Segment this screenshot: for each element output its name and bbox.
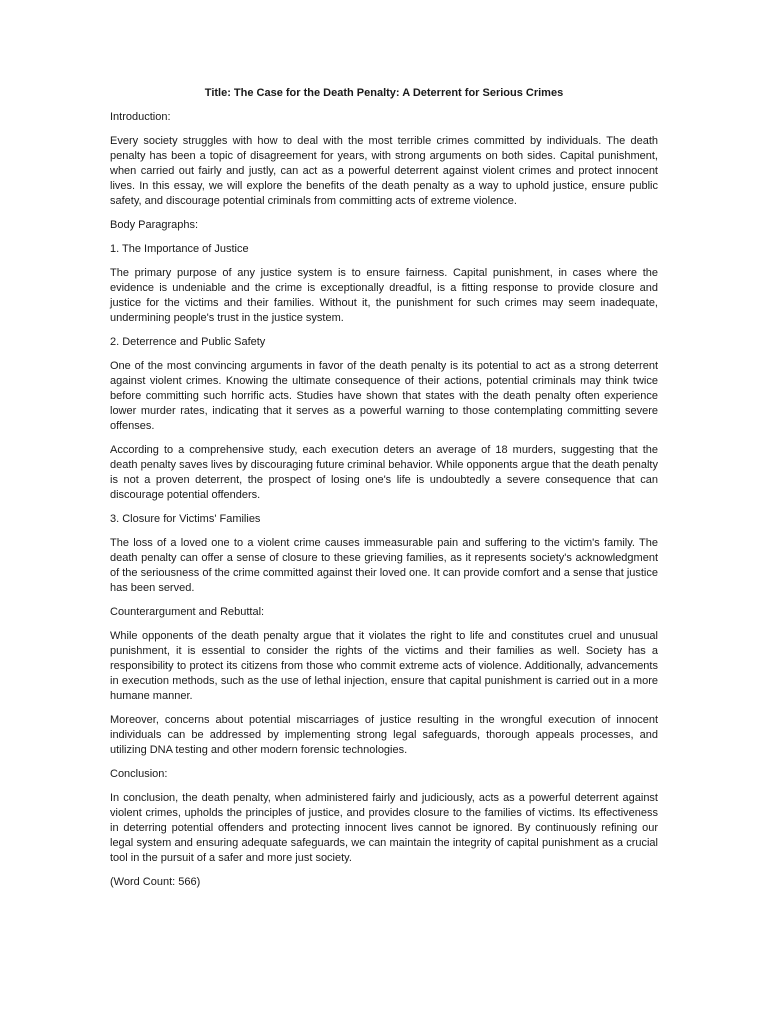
section2-paragraph-1: One of the most convincing arguments in favor of the death penalty is its potential to act as a strong deterrent against violent crimes. Knowing the ultimate consequence of their actions, potential criminals may think twice before committing such horrific acts. Studies have shown that states with the death penalty often experience lower murder rates, indicating that it serves as a powerful warning to those contemplating committing severe offenses. — [110, 360, 658, 432]
section1-heading: 1. The Importance of Justice — [110, 243, 249, 255]
section3-paragraph: The loss of a loved one to a violent crime causes immeasurable pain and suffering to the victim's family. The death penalty can offer a sense of closure to these grieving families, as it represents society's acknowledgment of the seriousness of the crime committed against their loved one. It can provide comfort and a sense that justice has been served. — [110, 537, 658, 594]
counter-paragraph-1: While opponents of the death penalty argue that it violates the right to life and constitutes cruel and unusual punishment, it is essential to consider the rights of the victims and their families as well. Society has a responsibility to protect its citizens from those who commit extreme acts of violence. Additionally, advancements in execution methods, such as the use of lethal injection, ensure that capital punishment is carried out in a more humane manner. — [110, 630, 658, 702]
intro-paragraph: Every society struggles with how to deal with the most terrible crimes committed by individuals. The death penalty has been a topic of disagreement for years, with strong arguments on both sides. Capital punishment, when carried out fairly and justly, can act as a powerful deterrent against violent crimes and protect innocent lives. In this essay, we will explore the benefits of the death penalty as a way to uphold justice, ensure public safety, and discourage potential criminals from committing acts of extreme violence. — [110, 135, 658, 207]
document-page — [110, 86, 658, 899]
intro-heading: Introduction: — [110, 111, 171, 123]
section2-paragraph-2: According to a comprehensive study, each execution deters an average of 18 murders, suggesting that the death penalty saves lives by discouraging future criminal behavior. While opponents argue that the death penalty is not a proven deterrent, the prospect of losing one's life is undoubtedly a severe consequence that can discourage potential offenders. — [110, 444, 658, 501]
word-count: (Word Count: 566) — [110, 876, 201, 888]
body-heading: Body Paragraphs: — [110, 219, 199, 231]
section1-paragraph: The primary purpose of any justice system is to ensure fairness. Capital punishment, in cases where the evidence is undeniable and the crime is exceptionally dreadful, is a fitting response to provide closure and justice for the victims and their families. Without it, the punishment for such crimes may seem inadequate, undermining people's trust in the justice system. — [110, 267, 658, 324]
document-title: Title: The Case for the Death Penalty: A Deterrent for Serious Crimes — [204, 87, 564, 99]
counter-heading: Counterargument and Rebuttal: — [110, 606, 265, 618]
conclusion-paragraph: In conclusion, the death penalty, when administered fairly and judiciously, acts as a powerful deterrent against violent crimes, upholds the principles of justice, and provides closure to the families of victims. Its effectiveness in deterring potential offenders and protecting innocent lives cannot be ignored. By continuously refining our legal system and ensuring adequate safeguards, we can maintain the integrity of capital punishment as a crucial tool in the pursuit of a safer and more just society. — [110, 792, 658, 864]
conclusion-heading: Conclusion: — [110, 768, 168, 780]
counter-paragraph-2: Moreover, concerns about potential miscarriages of justice resulting in the wrongful execution of innocent individuals can be addressed by implementing strong legal safeguards, thorough appeals processes, and utilizing DNA testing and other modern forensic technologies. — [110, 714, 658, 756]
section3-heading: 3. Closure for Victims' Families — [110, 513, 261, 525]
section2-heading: 2. Deterrence and Public Safety — [110, 336, 266, 348]
